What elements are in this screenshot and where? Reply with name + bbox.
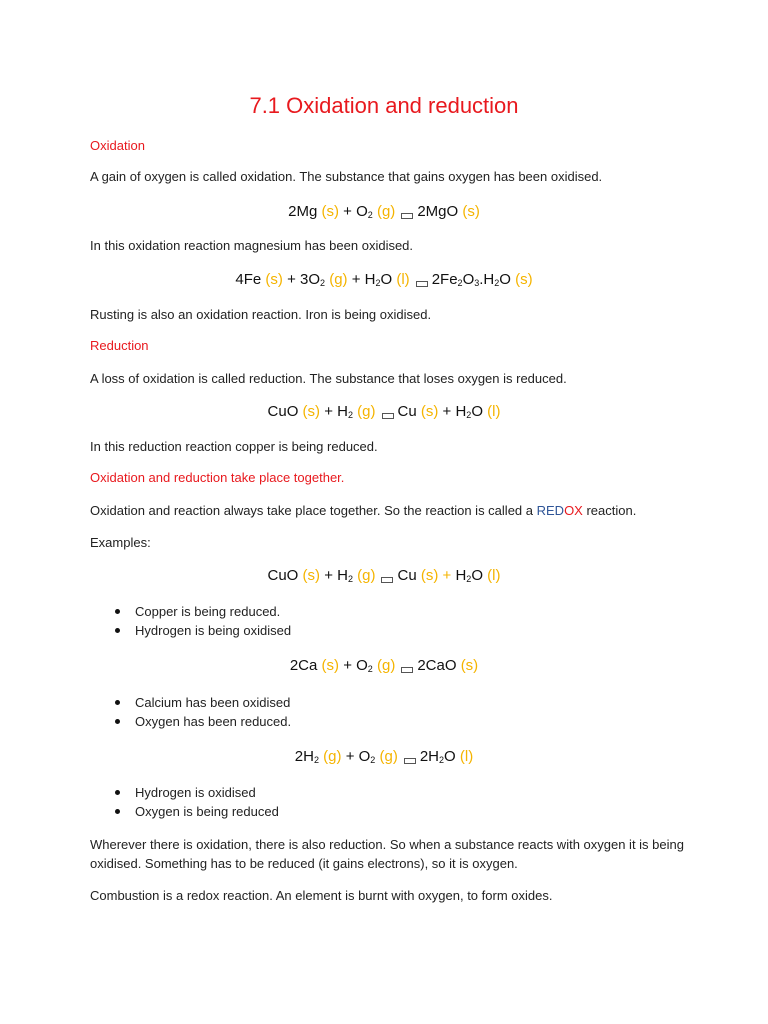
equation-rusting: 4Fe $(s) + 3O_2$ $(g) + H_2O$ (l) $2Fe_2O_3.H_2O$ (s) bbox=[235, 271, 533, 288]
equation-calcium: 2Ca $(s) + O_2$ (g) 2CaO (s) bbox=[289, 657, 479, 674]
arrow-icon bbox=[404, 758, 416, 764]
oxidation-definition: A gain of oxygen is called oxidation. The substance that gains oxygen has been oxidised. bbox=[90, 169, 603, 184]
equation-hydrogen: $2H_2$ $(g) + O_2$ (g) $2H_2O$ (l) bbox=[294, 748, 474, 765]
together-heading: Oxidation and reduction take place together. bbox=[90, 470, 345, 485]
list-item: Hydrogen is oxidised bbox=[113, 783, 279, 802]
hydrogen-bullets bbox=[113, 783, 279, 821]
arrow-icon bbox=[401, 667, 413, 673]
reduction-definition: A loss of oxidation is called reduction. The substance that loses oxygen is reduced. bbox=[90, 371, 567, 386]
conclusion-paragraph: Wherever there is oxidation, there is also reduction. So when a substance reacts with oxygen it is being oxidised. Something has to be reduced (it gains electrons), so it is oxygen. bbox=[90, 837, 684, 871]
arrow-icon bbox=[381, 577, 393, 583]
list-item: Copper is being reduced. bbox=[113, 602, 291, 621]
examples-label: Examples: bbox=[90, 535, 151, 550]
arrow-icon bbox=[416, 281, 428, 287]
redox-text: Oxidation and reaction always take place together. So the reaction is called a REDOX reaction. bbox=[90, 503, 637, 518]
equation-example-copper: CuO $(s) + H_2$ (g) Cu $(s) + H_2O$ (l) bbox=[267, 567, 501, 584]
calcium-bullets bbox=[113, 693, 291, 731]
copper-bullets bbox=[113, 602, 291, 640]
combustion-paragraph: Combustion is a redox reaction. An element is burnt with oxygen, to form oxides. bbox=[90, 888, 553, 903]
list-item: Oxygen is being reduced bbox=[113, 802, 279, 821]
list-item: Calcium has been oxidised bbox=[113, 693, 291, 712]
list-item: Hydrogen is being oxidised bbox=[113, 621, 291, 640]
reduction-heading: Reduction bbox=[90, 338, 149, 353]
list-item: Oxygen has been reduced. bbox=[113, 712, 291, 731]
arrow-icon bbox=[401, 213, 413, 219]
arrow-icon bbox=[382, 413, 394, 419]
page-title: 7.1 Oxidation and reduction bbox=[249, 93, 519, 118]
equation-copper-oxide: CuO $(s) + H_2$ (g) Cu $(s) + H_2O$ (l) bbox=[267, 403, 501, 420]
copper-text: In this reduction reaction copper is being reduced. bbox=[90, 439, 378, 454]
rusting-text: Rusting is also an oxidation reaction. Iron is being oxidised. bbox=[90, 307, 432, 322]
equation-magnesium: 2Mg $(s) + O_2$ (g) 2MgO (s) bbox=[288, 203, 480, 220]
magnesium-text: In this oxidation reaction magnesium has been oxidised. bbox=[90, 238, 414, 253]
oxidation-heading: Oxidation bbox=[90, 138, 145, 153]
